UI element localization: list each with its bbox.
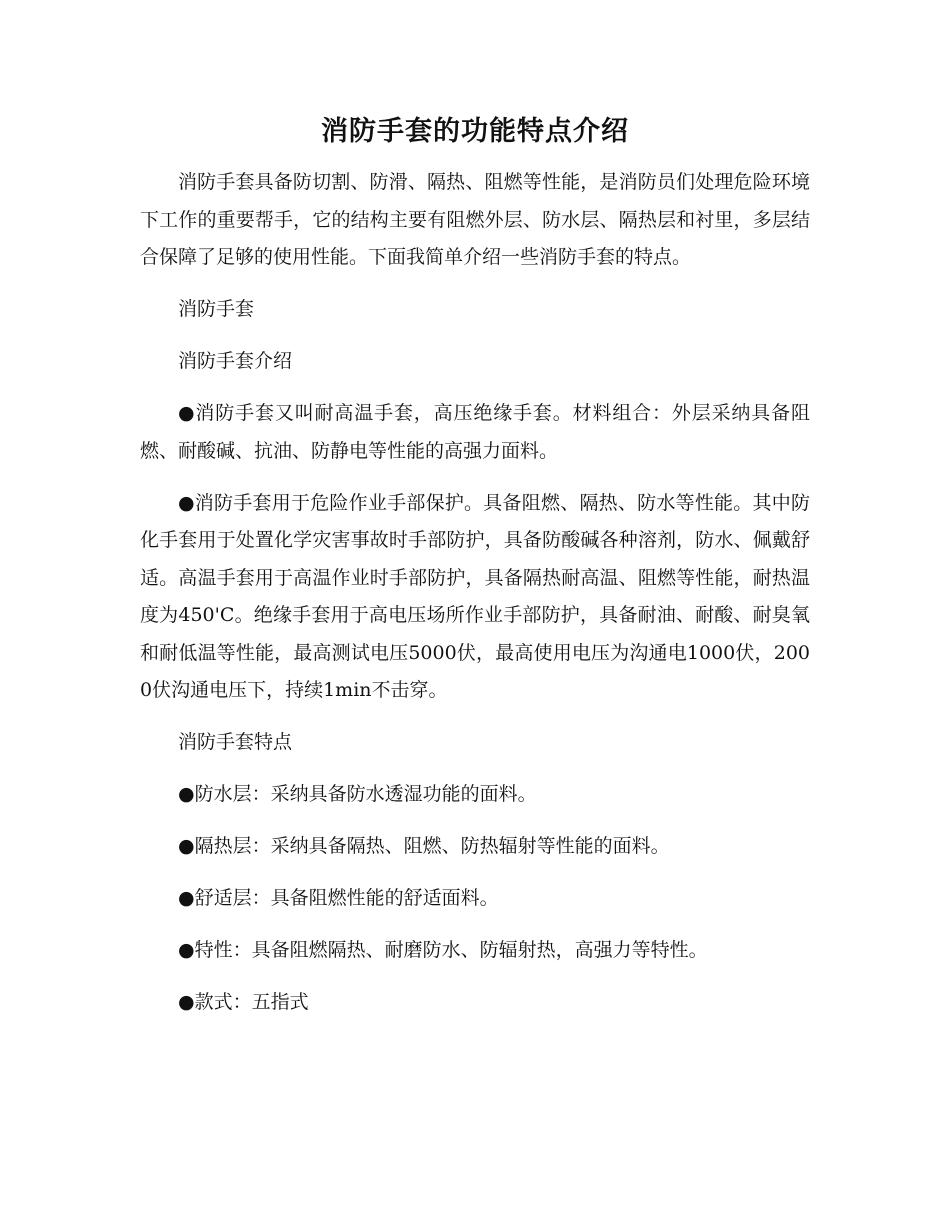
bullet-item-style: ●款式：五指式 [178,991,309,1013]
document-title: 消防手套的功能特点介绍 [321,116,629,147]
document-page [140,110,810,1036]
section-heading-introduction: 消防手套介绍 [178,350,293,372]
section-heading-features: 消防手套特点 [178,731,293,753]
bullet-item-comfort-layer: ●舒适层：具备阻燃性能的舒适面料。 [178,887,499,909]
intro-paragraph: 消防手套具备防切割、防滑、隔热、阻燃等性能，是消防员们处理危险环境下工作的重要帮手，它的结构主要有阻燃外层、防水层、隔热层和衬里，多层结合保障了足够的使用性能。下面我简单介绍一些消防手套的特点。 [140,171,810,268]
bullet-item-properties: ●特性：具备阻燃隔热、耐磨防水、防辐射热，高强力等特性。 [178,939,708,961]
bullet-item-waterproof-layer: ●防水层：采纳具备防水透湿功能的面料。 [178,783,537,805]
bullet-paragraph-usage: ●消防手套用于危险作业手部保护。具备阻燃、隔热、防水等性能。其中防化手套用于处置化学灾害事故时手部防护，具备防酸碱各种溶剂，防水、佩戴舒适。高温手套用于高温作业时手部防护，具备隔热耐高温、阻燃等性能，耐热温度为450'C。绝缘手套用于高电压场所作业手部防护，具备耐油、耐酸、耐臭氧和耐低温等性能，最高测试电压5000伏，最高使用电压为沟通电1000伏，2000伏沟通电压下，持续1min不击穿。 [140,491,810,701]
section-heading-gloves: 消防手套 [178,298,255,320]
bullet-item-insulation-layer: ●隔热层：采纳具备隔热、阻燃、防热辐射等性能的面料。 [178,835,670,857]
bullet-paragraph-materials: ●消防手套又叫耐高温手套，高压绝缘手套。材料组合：外层采纳具备阻燃、耐酸碱、抗油、防静电等性能的高强力面料。 [140,402,810,462]
